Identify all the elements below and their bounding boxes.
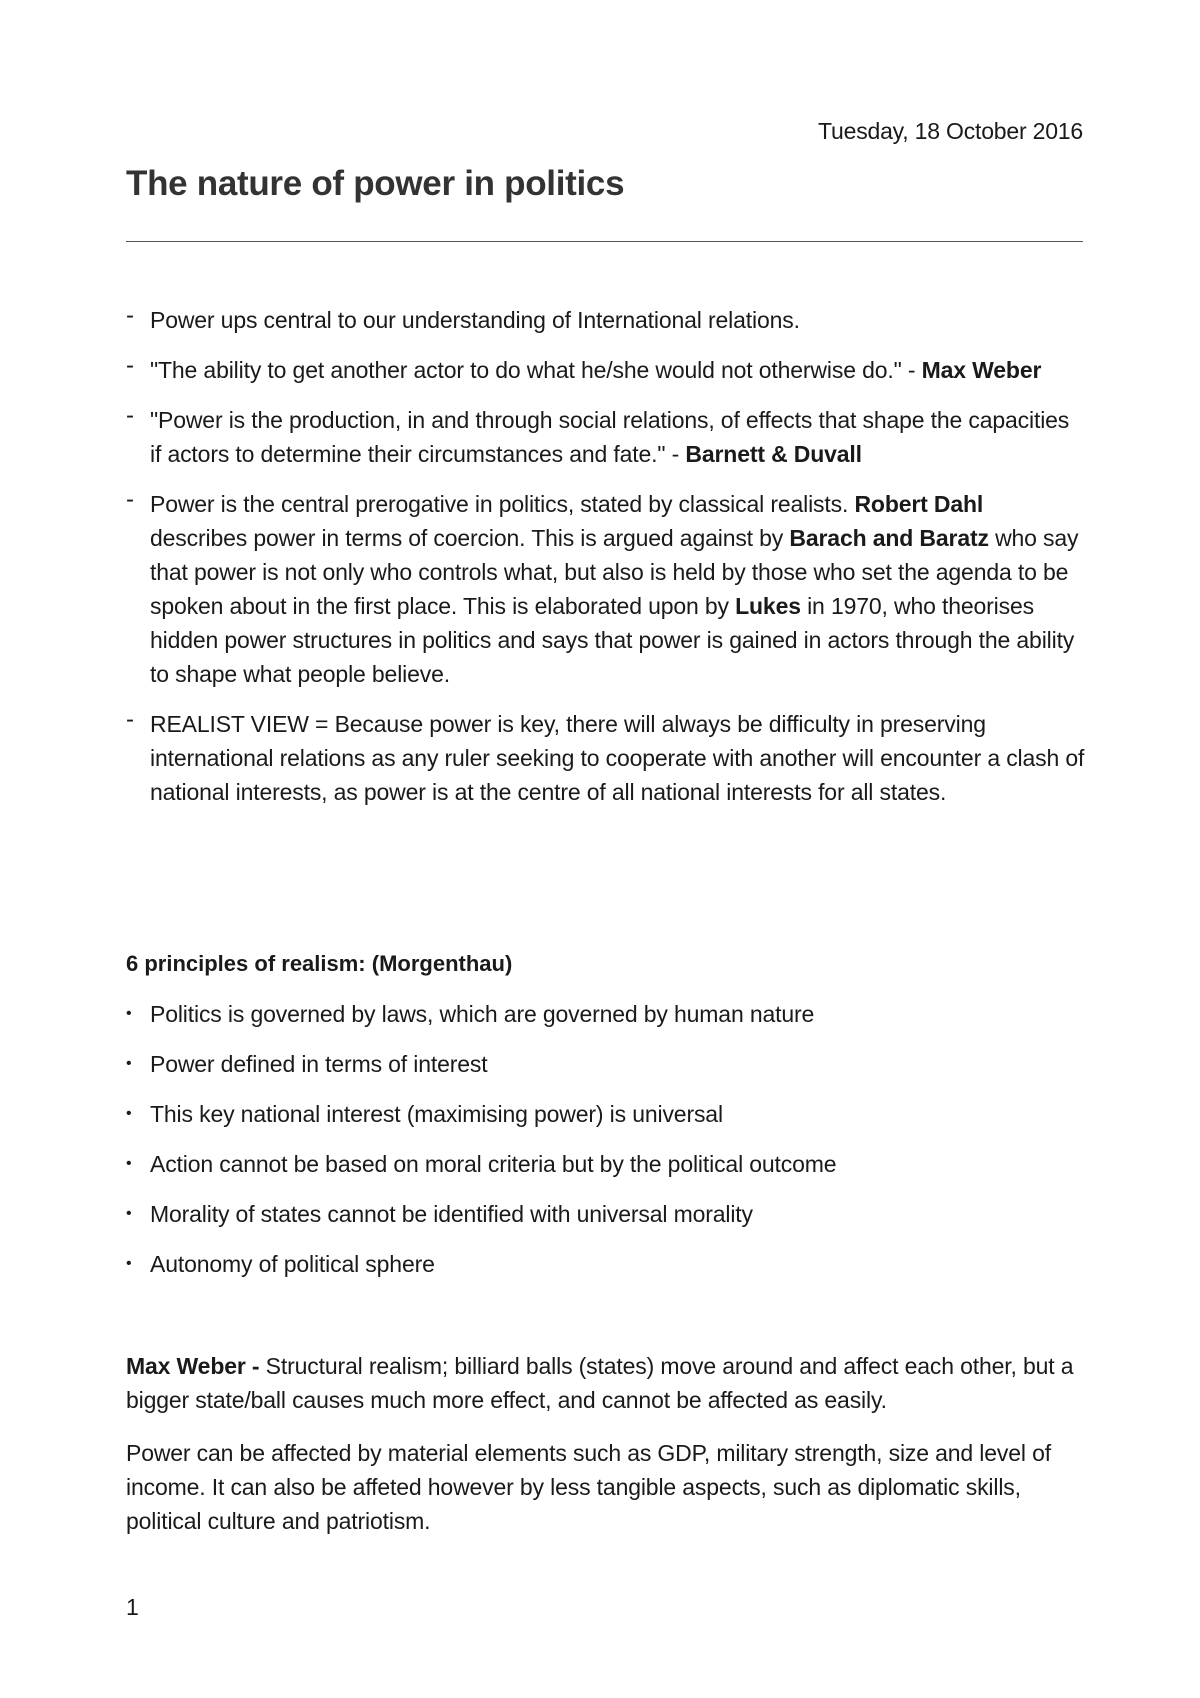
bullet-marker: •	[126, 1255, 132, 1272]
dash-marker: -	[126, 486, 134, 513]
dash-list-item	[126, 353, 1086, 387]
item-text: who say that power is not only who controls what, but also is held by those who set the agenda to be spoken about in the first place. This is elaborated upon by	[150, 525, 1079, 619]
paragraph-power-elements: Power can be affected by material elements such as GDP, military strength, size and level of income. It can also be affeted however by less tangible aspects, such as diplomatic skills, political culture and patriotism.	[126, 1440, 1051, 1534]
dash-marker: -	[126, 352, 134, 379]
paragraph-body: Structural realism; billiard balls (states) move around and affect each other, but a bigger state/ball causes much more effect, and cannot be affected as easily.	[126, 1353, 1074, 1413]
principle-text: Autonomy of political sphere	[150, 1251, 435, 1277]
principles-list	[126, 997, 1086, 1297]
dash-list-item	[126, 303, 1086, 337]
item-text: Power ups central to our understanding of International relations.	[150, 307, 800, 333]
dash-marker: -	[126, 302, 134, 329]
item-text: "Power is the production, in and through social relations, of effects that shape the capacities if actors to determine their circumstances and fate." -	[150, 407, 1070, 467]
paragraph-lead: Max Weber -	[126, 1353, 266, 1379]
bold-text: Lukes	[735, 593, 801, 619]
principle-item	[126, 1247, 1086, 1281]
dash-list-item	[126, 707, 1086, 809]
dash-marker: -	[126, 402, 134, 429]
item-text: describes power in terms of coercion. This is argued against by	[150, 525, 790, 551]
item-text: REALIST VIEW = Because power is key, there will always be difficulty in preserving international relations as any ruler seeking to cooperate with another will encounter a clash of national interests, as power is at the centre of all national interests for all states.	[150, 711, 1085, 805]
principle-text: Power defined in terms of interest	[150, 1051, 488, 1077]
document-date: Tuesday, 18 October 2016	[818, 118, 1083, 144]
bold-text: Max Weber	[921, 357, 1042, 383]
dash-list-item	[126, 403, 1086, 471]
principle-text: This key national interest (maximising power) is universal	[150, 1101, 723, 1127]
bullet-marker: •	[126, 1005, 132, 1022]
bullet-marker: •	[126, 1105, 132, 1122]
bold-text: Barnett & Duvall	[685, 441, 862, 467]
bullet-marker: •	[126, 1155, 132, 1172]
principle-item	[126, 1147, 1086, 1181]
principle-item	[126, 1197, 1086, 1231]
principle-item	[126, 1097, 1086, 1131]
dash-list-item	[126, 487, 1086, 691]
dash-marker: -	[126, 706, 134, 733]
principle-item	[126, 1047, 1086, 1081]
bullet-marker: •	[126, 1205, 132, 1222]
page-number: 1	[126, 1594, 139, 1620]
item-text: in 1970, who theorises hidden power structures in politics and says that power is gained in actors through the ability to shape what people believe.	[150, 593, 1075, 687]
principle-text: Morality of states cannot be identified with universal morality	[150, 1201, 753, 1227]
paragraph-structural-realism	[126, 1349, 1086, 1417]
dash-list	[126, 303, 1086, 825]
item-text: "The ability to get another actor to do what he/she would not otherwise do." -	[150, 357, 922, 383]
bullet-marker: •	[126, 1055, 132, 1072]
title-divider	[126, 241, 1083, 242]
principles-heading: 6 principles of realism: (Morgenthau)	[126, 951, 513, 976]
principle-item	[126, 997, 1086, 1031]
principle-text: Action cannot be based on moral criteria but by the political outcome	[150, 1151, 837, 1177]
bold-text: Barach and Baratz	[789, 525, 989, 551]
item-text: Power is the central prerogative in politics, stated by classical realists.	[150, 491, 855, 517]
document-title: The nature of power in politics	[126, 164, 625, 203]
principle-text: Politics is governed by laws, which are governed by human nature	[150, 1001, 815, 1027]
bold-text: Robert Dahl	[854, 491, 984, 517]
